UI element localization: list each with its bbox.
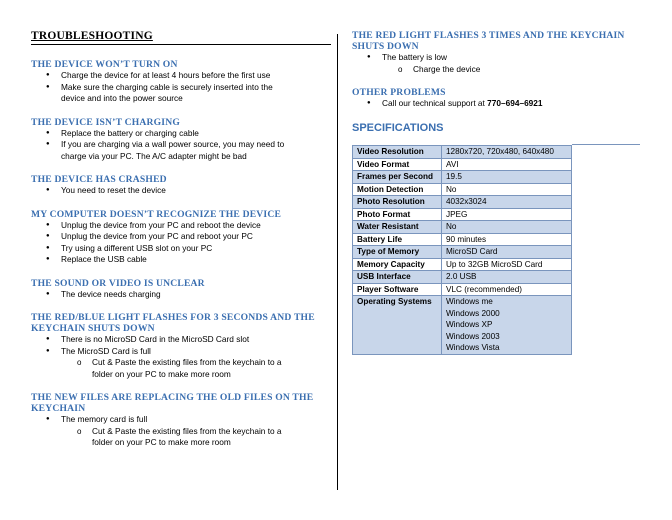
section-heading: THE RED/BLUE LIGHT FLASHES FOR 3 SECONDS AND THE KEYCHAIN SHUTS DOWN: [31, 312, 315, 334]
spec-row: [353, 146, 572, 159]
spec-value-line: AVI: [446, 159, 459, 169]
list-item: ● Call our technical support at 770–694–6921: [352, 98, 652, 110]
title-rule: [31, 44, 331, 45]
troubleshooting-section: [31, 209, 331, 266]
troubleshooting-section: [31, 117, 331, 163]
list-item: ● You need to reset the device: [31, 185, 331, 197]
spec-key: Motion Detection: [353, 183, 442, 196]
spec-value-line: Windows 2000: [446, 308, 500, 318]
section-heading: THE NEW FILES ARE REPLACING THE OLD FILES ON THE KEYCHAIN: [31, 392, 314, 414]
spec-row: [353, 271, 572, 284]
section-heading: THE SOUND OR VIDEO IS UNCLEAR: [31, 277, 205, 289]
spec-value-line: Windows Vista: [446, 343, 500, 352]
spec-row: [353, 171, 572, 184]
list-item: ● There is no MicroSD Card in the MicroSD Card slot: [31, 334, 331, 346]
spec-value: [442, 296, 572, 355]
section-list: [352, 98, 652, 110]
spec-value-line: MicroSD Card: [446, 247, 498, 256]
troubleshooting-section: [31, 392, 331, 449]
troubleshooting-section: [352, 87, 652, 110]
spec-key: Photo Resolution: [353, 196, 442, 209]
left-sections: [31, 59, 331, 449]
spec-value: [442, 158, 572, 171]
spec-value: [442, 246, 572, 259]
troubleshooting-section: [352, 30, 652, 75]
list-item: o Charge the device: [352, 64, 652, 76]
spec-value-line: JPEG: [446, 209, 468, 219]
spec-key: Photo Format: [353, 208, 442, 221]
section-list: [31, 414, 331, 449]
section-heading: OTHER PROBLEMS: [352, 87, 446, 98]
spec-value: [442, 196, 572, 209]
list-item: o Cut & Paste the existing files from the keychain to a: [31, 426, 331, 438]
troubleshooting-section: [31, 59, 331, 105]
spec-value-line: 19.5: [446, 172, 462, 181]
list-item: charge via your PC. The A/C adapter might be bad: [61, 150, 247, 161]
spec-key: Frames per Second: [353, 171, 442, 184]
section-list: [31, 70, 331, 105]
section-list: [352, 52, 652, 75]
right-sections: [352, 30, 652, 110]
spec-key: Video Resolution: [353, 146, 442, 159]
list-item: folder on your PC to make more room: [92, 437, 231, 447]
spec-row: [353, 196, 572, 209]
section-list: [31, 128, 331, 163]
spec-row: [353, 158, 572, 171]
list-item: ● Charge the device for at least 4 hours before the first use: [31, 70, 331, 82]
list-item: ● The device needs charging: [31, 289, 331, 301]
list-item: ● Try using a different USB slot on your PC: [31, 243, 331, 255]
list-item: ● The memory card is full: [31, 414, 331, 426]
troubleshooting-section: [31, 312, 331, 380]
spec-value: [442, 171, 572, 184]
spec-key: Video Format: [353, 158, 442, 171]
page-title: TROUBLESHOOTING: [31, 30, 153, 42]
list-item: ● Replace the USB cable: [31, 254, 331, 266]
section-list: [31, 289, 331, 301]
spec-value-line: 90 minutes: [446, 234, 487, 244]
spec-row: [353, 208, 572, 221]
section-heading: THE RED LIGHT FLASHES 3 TIMES AND THE KEYCHAIN SHUTS DOWN: [352, 30, 625, 52]
spec-key: Player Software: [353, 283, 442, 296]
specifications-block: [352, 121, 652, 352]
spec-row: [353, 258, 572, 271]
spec-value-line: Windows me: [446, 297, 493, 306]
spec-value: [442, 221, 572, 234]
section-list: [31, 220, 331, 266]
list-item: ● Replace the battery or charging cable: [31, 128, 331, 140]
list-item: ● Unplug the device from your PC and reboot your PC: [31, 231, 331, 243]
section-list: [31, 334, 331, 380]
spec-row: [353, 296, 572, 355]
spec-value-line: Windows 2003: [446, 331, 500, 341]
section-heading: THE DEVICE WON’T TURN ON: [31, 59, 178, 70]
spec-row: [353, 246, 572, 259]
troubleshooting-section: [31, 174, 331, 197]
list-item: ● The MicroSD Card is full: [31, 346, 331, 358]
spec-value: [442, 258, 572, 271]
spec-value: [442, 208, 572, 221]
section-heading: THE DEVICE ISN’T CHARGING: [31, 116, 181, 128]
spec-value-line: Windows XP: [446, 320, 493, 329]
spec-value: [442, 146, 572, 159]
spec-value-line: Up to 32GB MicroSD Card: [446, 259, 543, 269]
spec-row: [353, 283, 572, 296]
troubleshooting-column: [31, 30, 331, 449]
specifications-rule: [572, 144, 640, 145]
specifications-title: SPECIFICATIONS: [352, 121, 444, 134]
section-list: [31, 185, 331, 197]
spec-value: [442, 233, 572, 246]
spec-value: [442, 283, 572, 296]
list-item: o Cut & Paste the existing files from the keychain to a: [31, 357, 331, 369]
troubleshooting-section: [31, 278, 331, 301]
list-item: ● The battery is low: [352, 52, 652, 64]
specifications-table: [352, 145, 572, 355]
spec-value-line: 4032x3024: [446, 197, 487, 206]
section-heading: MY COMPUTER DOESN’T RECOGNIZE THE DEVICE: [31, 208, 282, 220]
spec-row: [353, 183, 572, 196]
section-heading: THE DEVICE HAS CRASHED: [31, 174, 167, 185]
list-item: ● Unplug the device from your PC and reboot the device: [31, 220, 331, 232]
spec-value: [442, 271, 572, 284]
spec-key: Memory Capacity: [353, 258, 442, 271]
spec-value-line: 1280x720, 720x480, 640x480: [446, 147, 554, 156]
list-item: ● Make sure the charging cable is securely inserted into the: [31, 82, 331, 94]
spec-value-line: No: [446, 184, 457, 194]
spec-key: USB Interface: [353, 271, 442, 284]
spec-value: [442, 183, 572, 196]
list-item: folder on your PC to make more room: [92, 368, 231, 379]
spec-key: Operating Systems: [353, 296, 442, 355]
column-divider: [337, 34, 338, 490]
phone-number: 770–694–6921: [487, 98, 543, 108]
spec-row: [353, 233, 572, 246]
right-column: [352, 30, 652, 352]
list-item: device and into the power source: [61, 93, 183, 103]
spec-key: Water Resistant: [353, 221, 442, 234]
spec-key: Type of Memory: [353, 246, 442, 259]
spec-value-line: No: [446, 222, 457, 231]
spec-key: Battery Life: [353, 233, 442, 246]
spec-value-line: 2.0 USB: [446, 272, 477, 281]
spec-row: [353, 221, 572, 234]
list-item: ● If you are charging via a wall power source, you may need to: [31, 139, 331, 151]
spec-value-line: VLC (recommended): [446, 284, 522, 294]
